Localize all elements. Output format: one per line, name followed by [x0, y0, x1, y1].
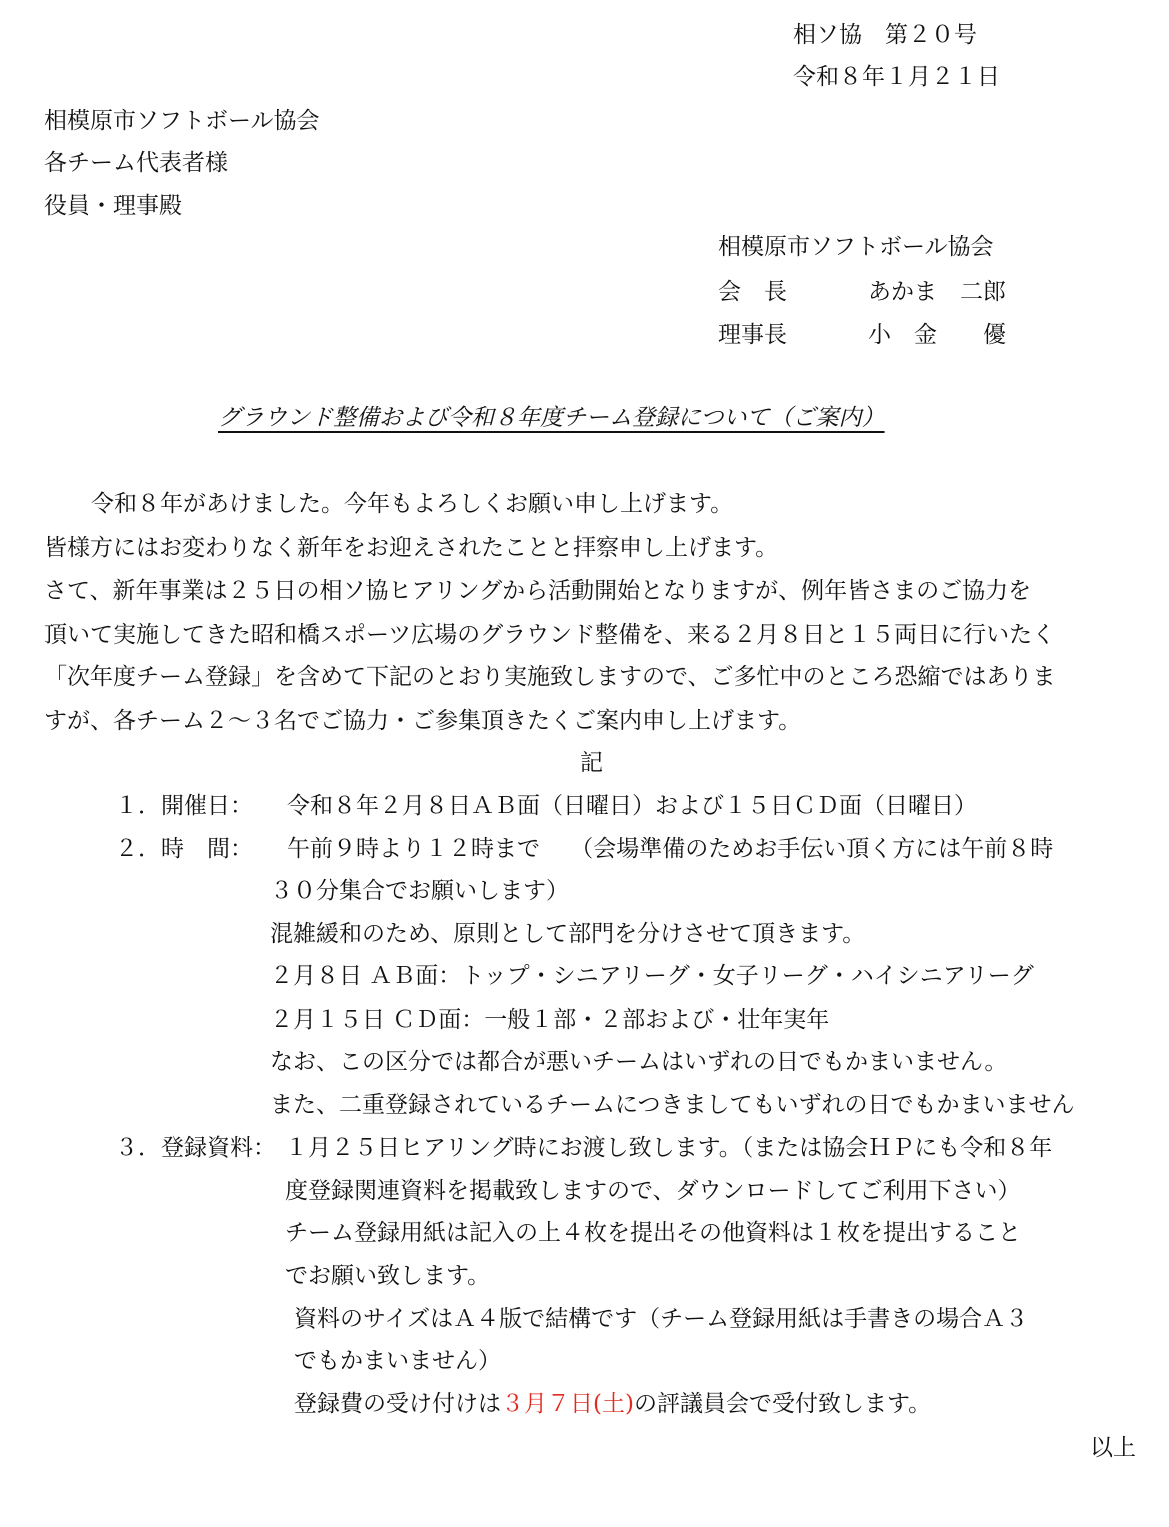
item3-fee-prefix: 登録費の受け付けは — [294, 1391, 501, 1417]
item2-line-2: 混雑緩和のため、原則として部門を分けさせて頂きます。 — [270, 921, 866, 947]
body-line-4: 頂いて実施してきた昭和橋スポーツ広場のグラウンド整備を、来る２月８日と１５両日に行いたく — [44, 622, 1056, 648]
item3-fee-date: ３月７日(土) — [501, 1391, 634, 1417]
recipient-officers: 役員・理事殿 — [44, 193, 182, 219]
item2-line-5: なお、この区分では都合が悪いチームはいずれの日でもかまいません。 — [270, 1049, 1008, 1075]
item2-text: 午前９時より１２時まで （会場準備のためお手伝い頂く方には午前８時 — [287, 836, 1054, 862]
sender-chair-name: 小 金 優 — [868, 322, 1006, 348]
item2-label: ２．時 間： — [115, 836, 253, 862]
item1-text: 令和８年２月８日ＡＢ面（日曜日）および１５日ＣＤ面（日曜日） — [287, 793, 977, 819]
document-date: 令和８年１月２１日 — [793, 64, 1000, 90]
item3-fee-line — [294, 1393, 931, 1416]
body-line-1: 令和８年があけました。今年もよろしくお願い申し上げます。 — [68, 491, 734, 517]
item2-line-6: また、二重登録されているチームにつきましてもいずれの日でもかまいません — [270, 1092, 1075, 1118]
item3-line-5: でもかまいません） — [294, 1348, 501, 1374]
item3-line-1: 度登録関連資料を掲載致しますので、ダウンロードしてご利用下さい） — [285, 1178, 1021, 1204]
item1-label: １．開催日： — [115, 793, 253, 819]
item2-line-4: ２月１５日 ＣＤ面：一般１部・２部および・壮年実年 — [270, 1007, 830, 1033]
body-line-6: すが、各チーム２～３名でご協力・ご参集頂きたくご案内申し上げます。 — [44, 708, 802, 734]
item3-line-3: でお願い致します。 — [285, 1263, 491, 1289]
recipient-team-reps: 各チーム代表者様 — [44, 150, 228, 176]
body-line-3: さて、新年事業は２５日の相ソ協ヒアリングから活動開始となりますが、例年皆さまのご協力を — [44, 578, 1032, 604]
item3-label: ３．登録資料： — [115, 1135, 276, 1161]
ki-heading: 記 — [580, 750, 603, 776]
sender-organization: 相模原市ソフトボール協会 — [718, 234, 994, 260]
document-number: 相ソ協 第２０号 — [793, 22, 977, 48]
item3-line-2: チーム登録用紙は記入の上４枚を提出その他資料は１枚を提出すること — [285, 1220, 1021, 1246]
item3-line-4: 資料のサイズはＡ４版で結構です（チーム登録用紙は手書きの場合Ａ３ — [294, 1306, 1029, 1332]
body-line-2: 皆様方にはお変わりなく新年をお迎えされたことと拝察申し上げます。 — [44, 535, 779, 561]
closing-ijo: 以上 — [1090, 1435, 1136, 1461]
item2-line-1: ３０分集合でお願いします） — [270, 878, 569, 904]
item2-line-3: ２月８日 ＡＢ面：トップ・シニアリーグ・女子リーグ・ハイシニアリーグ — [270, 963, 1034, 989]
sender-chair-role: 理事長 — [718, 322, 787, 348]
body-line-5: 「次年度チーム登録」を含めて下記のとおり実施致しますので、ご多忙中のところ恐縮ではありま — [44, 664, 1056, 690]
recipient-association: 相模原市ソフトボール協会 — [44, 108, 320, 134]
item3-fee-suffix: の評議員会で受付致します。 — [633, 1391, 932, 1417]
sender-president-name: あかま 二郎 — [868, 279, 1006, 305]
sender-president-role: 会 長 — [718, 279, 787, 305]
document-title: グラウンド整備および令和８年度チーム登録について（ご案内） — [218, 405, 885, 431]
item3-text: １月２５日ヒアリング時にお渡し致します。（または協会ＨＰにも令和８年 — [285, 1135, 1053, 1161]
